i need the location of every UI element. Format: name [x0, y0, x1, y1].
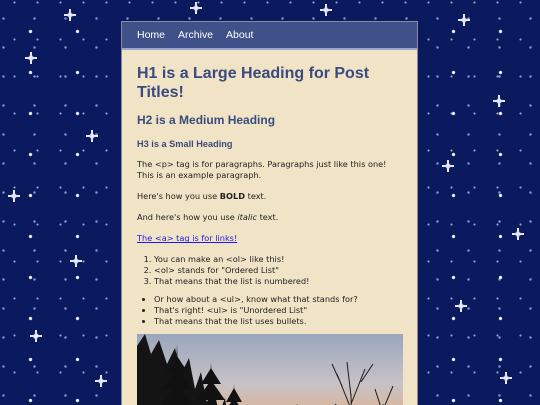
example-link[interactable]: The <a> tag is for links! [137, 233, 238, 244]
paragraph-bold [137, 191, 402, 202]
paragraph-intro: The <p> tag is for paragraphs. Paragraphs just like this one! This is an example paragraph. [137, 158, 387, 181]
nav-archive-link[interactable]: Archive [178, 29, 214, 41]
list-item: • That's right! <ul> is "Unordered List" [154, 305, 402, 316]
sunset-trees-photo [137, 334, 403, 405]
top-nav [122, 22, 417, 50]
nav-about-link[interactable]: About [226, 29, 254, 41]
star-icon [190, 2, 202, 14]
post-title: H1 is a Large Heading for Post Titles! [137, 65, 370, 102]
star-icon [70, 255, 82, 267]
star-icon [95, 375, 107, 387]
star-icon [320, 4, 332, 16]
text-segment: text. [256, 212, 279, 223]
page-container [121, 21, 418, 405]
star-icon [455, 300, 467, 312]
medium-heading: H2 is a Medium Heading [137, 113, 276, 128]
star-icon [512, 228, 524, 240]
star-icon [30, 330, 42, 342]
nav-home-link[interactable]: Home [137, 29, 166, 41]
star-icon [86, 130, 98, 142]
post-content [122, 50, 417, 405]
ordered-list [137, 254, 402, 286]
list-item: • Or how about a <ul>, know what that stands for? [154, 294, 402, 305]
star-icon [8, 190, 20, 202]
star-icon [500, 372, 512, 384]
list-item: 1. You can make an <ol> like this! [154, 254, 402, 265]
small-heading: H3 is a Small Heading [137, 138, 233, 149]
star-icon [25, 52, 37, 64]
text-segment: And here's how you use [137, 212, 238, 223]
text-segment: Here's how you use [137, 191, 220, 202]
bold-text: BOLD [219, 191, 245, 202]
star-icon [493, 95, 505, 107]
list-item: 2. <ol> stands for "Ordered List" [154, 265, 402, 276]
star-icon [442, 160, 454, 172]
paragraph-italic [137, 212, 402, 223]
tree-silhouettes [137, 334, 403, 405]
italic-text: italic [237, 212, 257, 223]
unordered-list [137, 294, 402, 326]
list-item: • That means that the list uses bullets. [154, 316, 402, 327]
paragraph-link [137, 233, 402, 244]
text-segment: text. [245, 191, 267, 202]
star-icon [458, 14, 470, 26]
star-icon [64, 9, 76, 21]
list-item: 3. That means that the list is numbered! [154, 276, 402, 287]
